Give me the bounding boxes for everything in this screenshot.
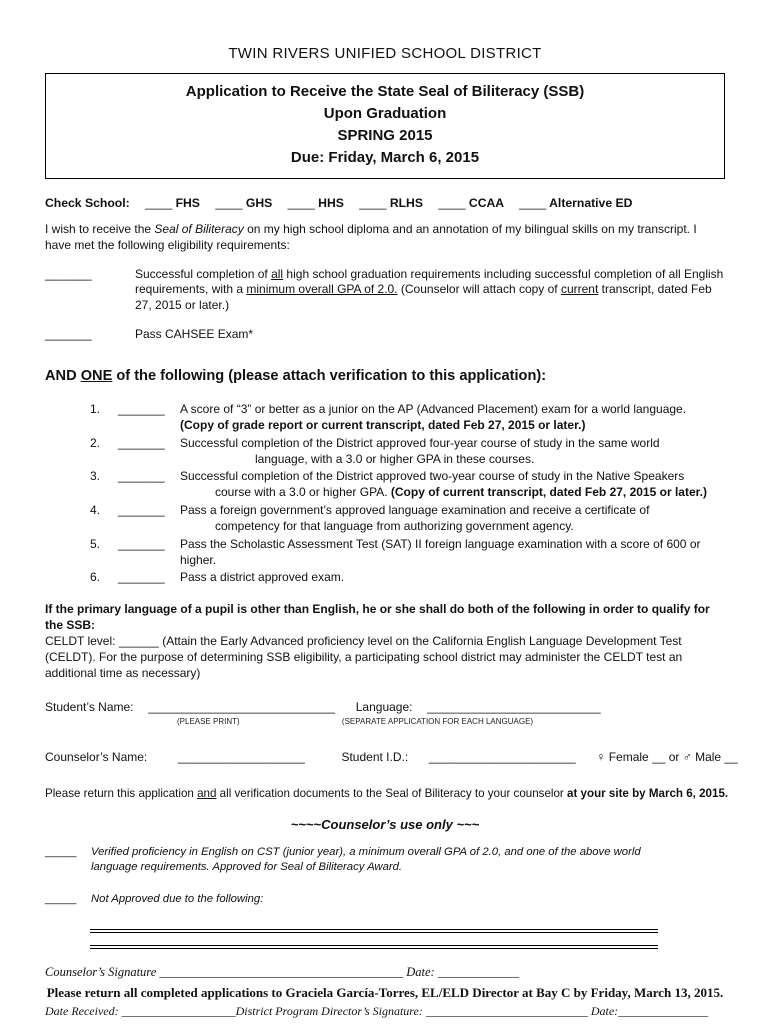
list-item-6 <box>45 570 725 586</box>
item-1-text: A score of “3” or better as a junior on the AP (Advanced Placement) exam for a world language. <box>180 402 687 417</box>
check-school-label: Check School: <box>45 195 130 210</box>
date-received-blank[interactable]: ___________________ <box>121 1004 236 1019</box>
school-blank-rlhs[interactable]: ____ <box>359 195 387 210</box>
title-line-3: SPRING 2015 <box>337 126 433 144</box>
requirement-row-cahsee <box>45 327 725 343</box>
text-run-bold: at your site by March 6, 2015 <box>567 786 725 800</box>
text-run-underline: minimum overall GPA of 2.0. <box>246 282 398 297</box>
item-3-blank[interactable]: _______ <box>118 469 165 484</box>
counselor-signature-label: Counselor’s Signature <box>45 964 160 979</box>
item-3-line2 <box>45 485 725 501</box>
text-run-underline: and <box>197 786 217 800</box>
school-label-rlhs: RLHS <box>389 195 423 210</box>
school-blank-hhs[interactable]: ____ <box>287 195 315 210</box>
text-run: transcript, dated Feb 27, 2015 or later.) <box>135 282 712 313</box>
male-label: ♂ Male <box>682 749 725 764</box>
text-run: of the following (please attach verification to this application): <box>112 367 547 384</box>
language-label: Language: <box>355 700 413 715</box>
celdt-rest-text: (Attain the Early Advanced proficiency level on the California English Language Development Test (CELDT). For the purpose of determining SSB eligibility, a participating school district may administer the CELDT test an additional time as necessary) <box>45 633 683 680</box>
seal-of-biliteracy-italic: Seal of Biliteracy <box>154 221 244 236</box>
director-signature-blank[interactable]: ___________________________ <box>425 1004 588 1019</box>
school-option-ccaa <box>438 196 503 210</box>
please-print-caption: (PLEASE PRINT) <box>177 717 240 727</box>
item-5-blank[interactable]: _______ <box>118 536 165 551</box>
approved-blank[interactable]: _____ <box>45 846 77 859</box>
numbered-options-list <box>45 402 725 586</box>
list-item-3 <box>45 469 725 485</box>
counselor-signature-row <box>45 964 725 981</box>
and-one-heading <box>45 367 725 386</box>
item-5-text: Pass the Scholastic Assessment Test (SAT) II foreign language examination with a score of 600 or higher. <box>180 536 701 567</box>
district-header: TWIN RIVERS UNIFIED SCHOOL DISTRICT <box>228 45 542 62</box>
return-deadline-note: Please return all completed applications to Graciela García-Torres, EL/ELD Director at Bay C by Friday, March 13, 2015. <box>46 985 724 1001</box>
school-option-hhs <box>288 196 344 210</box>
item-1-line2: (Copy of grade report or current transcript, dated Feb 27, 2015 or later.) <box>180 417 586 432</box>
title-box <box>45 73 725 179</box>
text-run: on my high school diploma and an annotation of my bilingual skills on my transcript. I have met the following eligibility requirements: <box>45 221 697 252</box>
item-6-text: Pass a district approved exam. <box>180 570 345 585</box>
date-received-label: Date Received: <box>45 1004 122 1019</box>
text-run: Successful completion of <box>135 266 272 281</box>
item-1-blank[interactable]: _______ <box>118 402 165 417</box>
counselor-use-only-header: ~~~~Counselor’s use only ~~~ <box>290 816 480 832</box>
student-name-label: Student’s Name: <box>45 700 134 715</box>
not-approved-blank[interactable]: _____ <box>45 892 77 905</box>
school-label-fhs: FHS <box>175 195 200 210</box>
requirement-graduation-text <box>135 267 725 314</box>
text-run: I wish to receive the <box>45 221 155 236</box>
text-run: all verification documents to the Seal of Biliteracy to your counselor <box>216 786 568 800</box>
school-label-ccaa: CCAA <box>468 195 504 210</box>
director-signature-label: District Program Director’s Signature: <box>235 1004 426 1019</box>
item-number: 2. <box>90 435 101 450</box>
item-4-line2: competency for that language from authorizing government agency. <box>215 518 574 533</box>
item-2-text: Successful completion of the District approved four-year course of study in the same world <box>180 435 660 450</box>
text-run: AND <box>45 367 81 384</box>
list-item-1 <box>45 402 725 418</box>
requirement-cahsee-blank[interactable]: _______ <box>45 327 92 342</box>
school-option-alted <box>519 196 632 210</box>
text-run-underline: ONE <box>80 367 113 384</box>
approved-row <box>45 845 725 875</box>
title-line-2: Upon Graduation <box>323 104 447 122</box>
text-run-underline: current <box>560 282 599 297</box>
requirement-graduation-blank[interactable]: _______ <box>45 266 92 281</box>
school-blank-ghs[interactable]: ____ <box>215 195 243 210</box>
student-name-blank[interactable]: ____________________________ <box>148 700 336 715</box>
school-blank-fhs[interactable]: ____ <box>145 195 173 210</box>
item-number: 5. <box>90 536 101 551</box>
write-in-line-1[interactable] <box>90 929 658 933</box>
school-blank-ccaa[interactable]: ____ <box>438 195 466 210</box>
text-run-underline: all <box>271 266 284 281</box>
female-blank[interactable]: __ <box>652 749 666 764</box>
footer-date-label: Date: <box>587 1004 619 1019</box>
or-label: or <box>665 749 683 764</box>
signature-date-label: Date: <box>403 964 438 979</box>
signature-date-blank[interactable]: _____________ <box>437 964 520 979</box>
item-number: 1. <box>90 402 101 417</box>
student-id-label: Student I.D.: <box>341 749 409 764</box>
school-label-alted: Alternative ED <box>549 195 633 210</box>
check-school-row <box>45 195 725 211</box>
text-run: (Counselor will attach copy of <box>397 282 561 297</box>
office-use-row <box>45 1004 725 1020</box>
item-3-text: Successful completion of the District approved two-year course of study in the Native Speakers <box>180 469 685 484</box>
item-2-line2: language, with a 3.0 or higher GPA in these courses. <box>255 451 535 466</box>
school-label-hhs: HHS <box>318 195 344 210</box>
school-option-rlhs <box>359 196 423 210</box>
list-item-2 <box>45 436 725 452</box>
counselor-name-blank[interactable]: ___________________ <box>177 749 305 764</box>
text-run-bold: . <box>724 786 729 800</box>
text-run: high school graduation requirements including successful completion of all English requirements, with a <box>135 266 724 297</box>
text-run: Please return this application <box>45 786 198 800</box>
list-item-5 <box>45 537 725 569</box>
return-instructions <box>45 786 729 801</box>
text-run-bold: (Copy of current transcript, dated Feb 27, 2015 or later.) <box>390 485 707 500</box>
not-approved-text: Not Approved due to the following: <box>91 892 264 905</box>
intro-paragraph <box>45 222 725 254</box>
item-number: 3. <box>90 469 101 484</box>
school-label-ghs: GHS <box>245 195 273 210</box>
requirement-row-graduation <box>45 267 725 314</box>
student-name-row <box>45 700 725 716</box>
approved-text: Verified proficiency in English on CST (junior year), a minimum overall GPA of 2.0, and one of the above world language requirements. Approved for Seal of Biliteracy Award. <box>91 846 641 873</box>
counselor-row <box>45 749 738 766</box>
language-blank[interactable]: __________________________ <box>427 700 601 715</box>
school-option-ghs <box>215 196 272 210</box>
caption-row <box>45 717 725 728</box>
title-line-1: Application to Receive the State Seal of Biliteracy (SSB) <box>185 82 585 100</box>
counselor-signature-blank[interactable]: _______________________________________ <box>159 964 404 979</box>
celdt-level-blank[interactable]: ______ <box>118 633 159 648</box>
item-number: 6. <box>90 570 101 585</box>
counselor-name-label: Counselor’s Name: <box>45 749 148 764</box>
footer-date-blank[interactable]: _______________ <box>618 1004 709 1019</box>
celdt-level-label: CELDT level: <box>45 633 119 648</box>
school-blank-alted[interactable]: ____ <box>519 195 547 210</box>
write-in-line-2[interactable] <box>90 945 658 949</box>
item-number: 4. <box>90 503 101 518</box>
item-6-blank[interactable]: _______ <box>118 570 165 585</box>
title-line-4: Due: Friday, March 6, 2015 <box>290 148 480 166</box>
separate-application-caption: (SEPARATE APPLICATION FOR EACH LANGUAGE) <box>341 717 534 727</box>
item-4-text: Pass a foreign government’s approved language examination and receive a certificate of <box>180 503 650 518</box>
not-approved-row <box>45 892 725 907</box>
female-label: ♀ Female <box>596 749 653 764</box>
item-4-blank[interactable]: _______ <box>118 503 165 518</box>
male-blank[interactable]: __ <box>724 749 738 764</box>
student-id-blank[interactable]: ______________________ <box>428 749 576 764</box>
list-item-4 <box>45 503 725 519</box>
requirement-cahsee-text: Pass CAHSEE Exam* <box>135 327 254 342</box>
celdt-bold-line: If the primary language of a pupil is other than English, he or she shall do both of the following in order to qualify for the SSB: <box>45 602 710 633</box>
celdt-paragraph <box>45 602 725 681</box>
item-2-blank[interactable]: _______ <box>118 435 165 450</box>
school-option-fhs <box>145 196 200 210</box>
text-run: course with a 3.0 or higher GPA. <box>215 485 391 500</box>
